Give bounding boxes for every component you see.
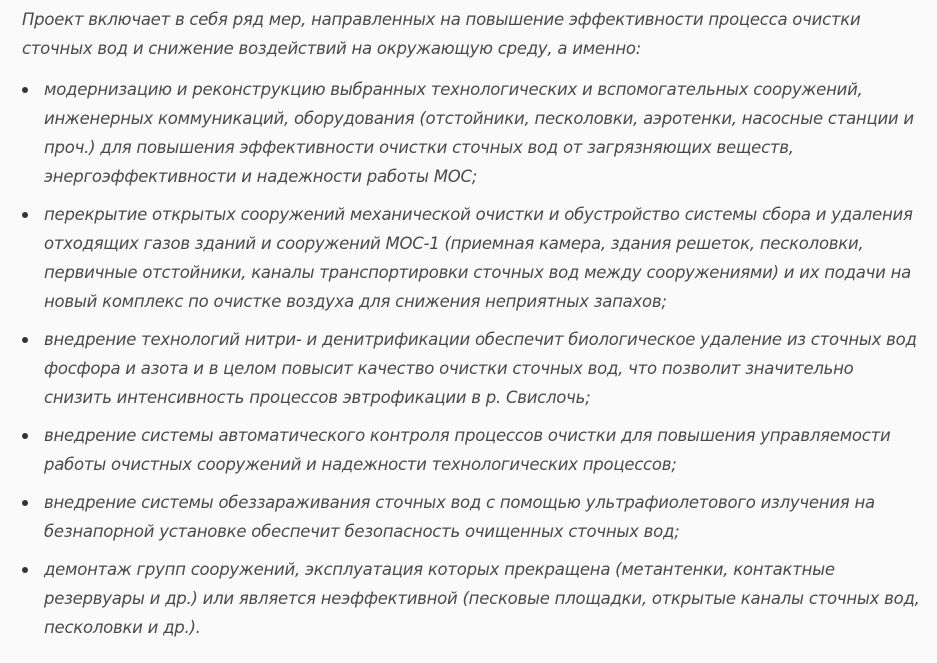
list-item-text: перекрытие открытых сооружений механической очистки и обустройство системы сбора и удаления отходящих газов зданий и сооружений МОС-1 (приемная камера, здания решеток, песколовки, первичные отстойники, каналы транспортировки сточных вод между сооружениями) и их подачи на новый комплекс по очистке воздуха для снижения неприятных запахов; — [44, 205, 913, 311]
list-item — [22, 555, 937, 642]
bullet-icon — [22, 337, 28, 343]
bullet-icon — [22, 433, 28, 439]
list-item-text: демонтаж групп сооружений, эксплуатация которых прекращена (метантенки, контактные резервуары и др.) или является неэффективной (песковые площадки, открытые каналы сточных вод, песколовки и др.). — [44, 560, 920, 637]
intro-paragraph: Проект включает в себя ряд мер, направленных на повышение эффективности процесса очистки сточных вод и снижение воздействий на окружающую среду, а именно: — [22, 10, 861, 58]
list-item-text: внедрение системы обеззараживания сточных вод с помощью ультрафиолетового излучения на безнапорной установке обеспечит безопасность очищенных сточных вод; — [44, 493, 875, 541]
bullet-icon — [22, 212, 28, 218]
list-item — [22, 200, 937, 316]
list-item-text: модернизацию и реконструкцию выбранных технологических и вспомогательных сооружений, инженерных коммуникаций, оборудования (отстойники, песколовки, аэротенки, насосные станции и проч.) для повышения эффективности очистки сточных вод от загрязняющих веществ, энергоэффективности и надежности работы МОС; — [44, 80, 914, 186]
bullet-icon — [22, 500, 28, 506]
list-item — [22, 325, 937, 412]
bullet-icon — [22, 87, 28, 93]
list-item-text: внедрение технологий нитри- и денитрификации обеспечит биологическое удаление из сточных вод фосфора и азота и в целом повысит качество очистки сточных вод, что позволит значительно снизить интенсивность процессов эвтрофикации в р. Свислочь; — [44, 330, 917, 407]
list-item — [22, 421, 937, 479]
bullet-icon — [22, 567, 28, 573]
list-item — [22, 488, 937, 546]
list-item-text: внедрение системы автоматического контроля процессов очистки для повышения управляемости работы очистных сооружений и надежности технологических процессов; — [44, 426, 891, 474]
measures-list — [22, 75, 937, 642]
list-item — [22, 75, 937, 191]
